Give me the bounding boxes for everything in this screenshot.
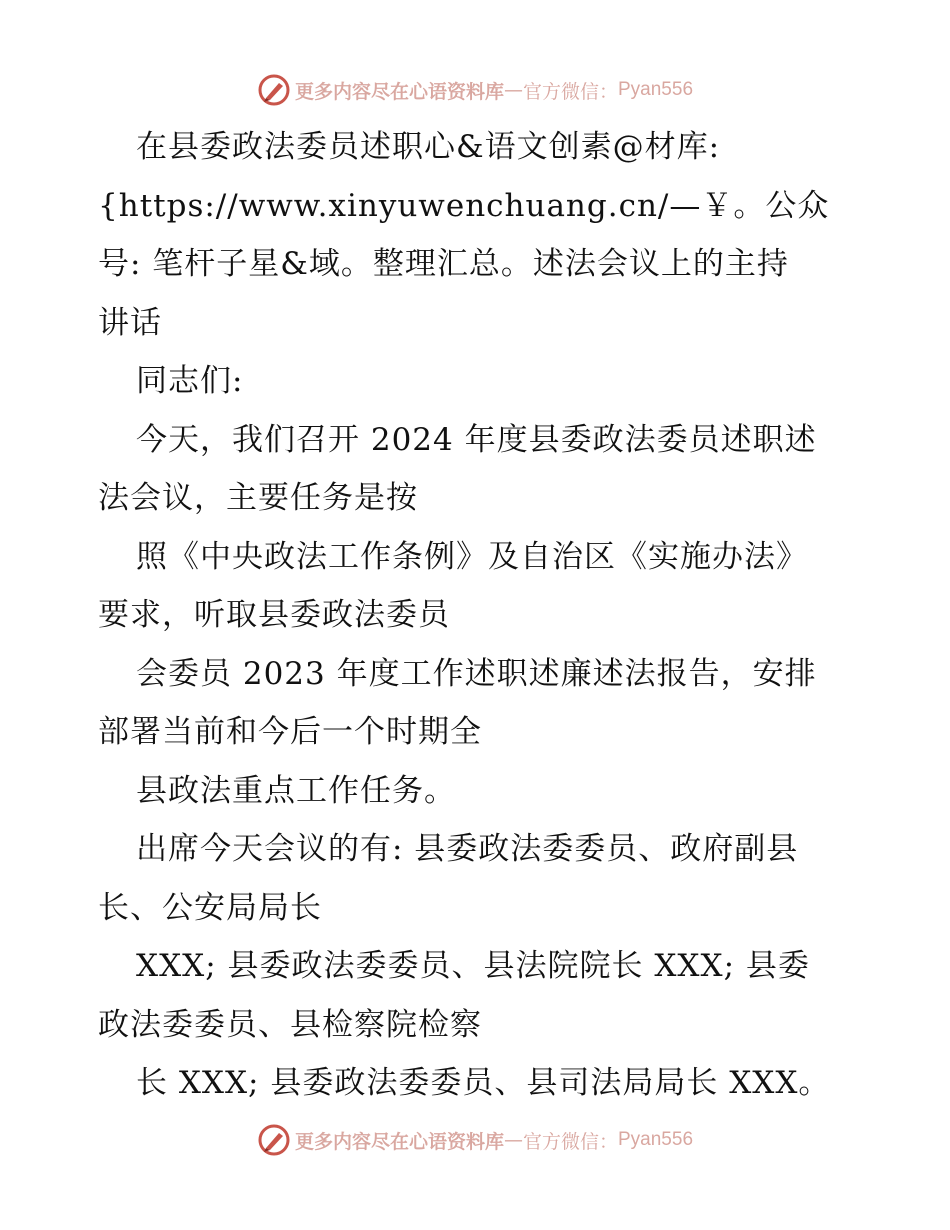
text-line: 号: 笔杆子星&域。整理汇总。述法会议上的主持 [98,246,789,282]
watermark-contact-id: Pyan556 [618,1129,694,1150]
text-line: XXX; 县委政法委委员、县法院院长 XXX; 县委 [136,948,810,984]
text-line: 讲话 [98,304,162,341]
text-line: 县政法重点工作任务。 [136,772,456,809]
watermark-separator: — [503,1129,523,1151]
text-line: 长、公安局局长 [98,889,322,926]
text-line: 长 XXX; 县委政法委委员、县司法局局长 XXX。 [136,1065,831,1101]
text-line: 要求，听取县委政法委员 [98,597,450,633]
text-line: 今天，我们召开 2024 年度县委政法委员述职述 [136,421,817,458]
watermark-contact-label: 官方微信： [522,80,618,103]
text-line: 部署当前和今后一个时期全 [98,714,482,750]
text-line: 同志们: [136,363,244,399]
watermark-contact-label: 官方微信： [522,1130,618,1153]
watermark-site-text: 更多内容尽在心语资料库 [294,80,504,103]
text-line: 法会议，主要任务是按 [98,480,418,516]
watermark-contact-id: Pyan556 [618,79,694,100]
footer-watermark [0,1120,950,1160]
pen-circle-logo-icon [257,73,291,107]
text-line: 出席今天会议的有: 县委政法委委员、政府副县 [136,831,799,867]
watermark-separator: — [503,79,523,101]
document-body [98,118,858,1113]
text-line: 照《中央政法工作条例》及自治区《实施办法》 [136,538,808,575]
pen-circle-logo-icon [257,1123,291,1157]
text-line: {https://www.xinyuwenchuang.cn/—￥。公众 [98,187,830,224]
text-line: 会委员 2023 年度工作述职述廉述法报告，安排 [136,655,817,692]
text-line: 在县委政法委员述职心&语文创素@材库: [136,129,721,165]
watermark-site-text: 更多内容尽在心语资料库 [294,1130,504,1153]
text-line: 政法委委员、县检察院检察 [98,1006,482,1043]
header-watermark [0,70,950,110]
